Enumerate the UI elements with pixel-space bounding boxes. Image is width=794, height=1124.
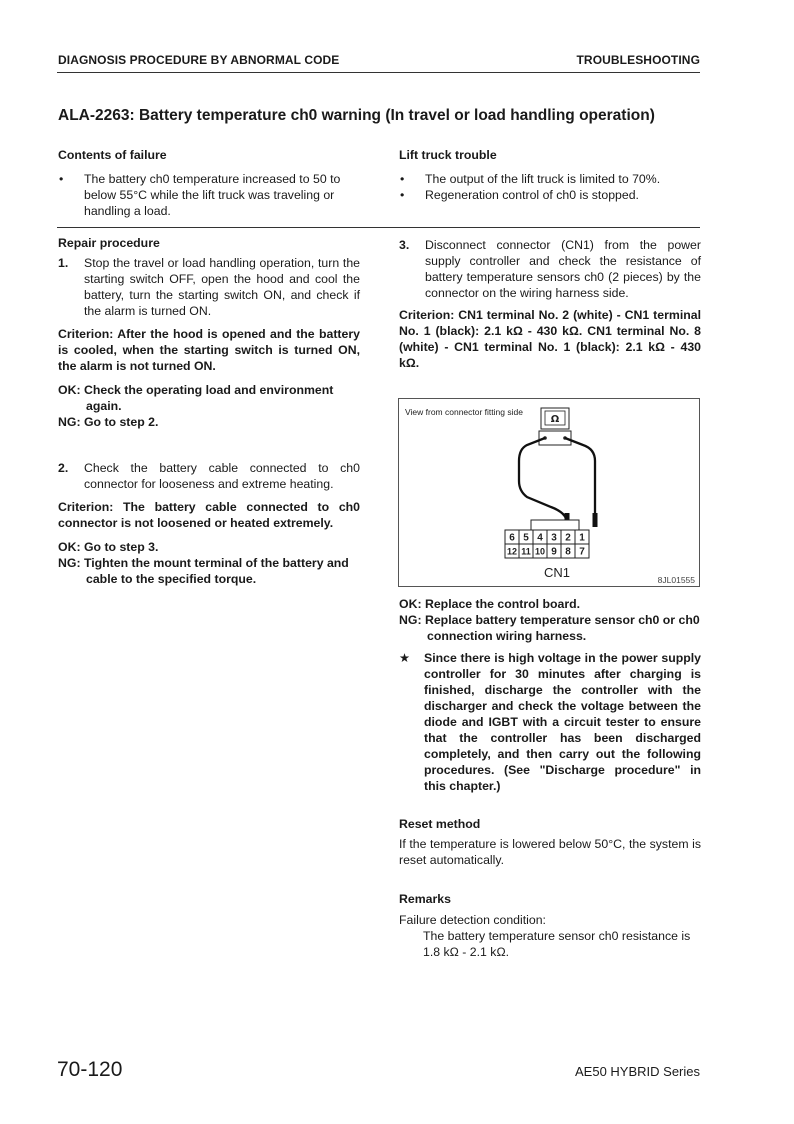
- repair-procedure-heading: Repair procedure: [58, 236, 160, 250]
- contents-of-failure-section: [58, 147, 360, 219]
- connector-pin-number: 5: [523, 532, 529, 544]
- section-rule: [57, 227, 700, 228]
- step-3: 3. Disconnect connector (CN1) from the power supply controller and check the resistance of battery temperature sensors ch0 (2 pieces) by the connector on the wiring harness side.: [399, 238, 701, 300]
- step-3-ok: OK: Replace the control board.: [399, 597, 581, 611]
- connector-cn1: [505, 530, 589, 558]
- repair-procedure-left: [58, 235, 360, 587]
- step-1-ok-ng: [58, 382, 360, 430]
- connector-pin-number: 10: [534, 546, 546, 557]
- connector-pin-number: 9: [551, 546, 557, 558]
- running-header-left: DIAGNOSIS PROCEDURE BY ABNORMAL CODE: [58, 53, 340, 67]
- connector-pin-number: 4: [537, 532, 543, 544]
- connector-pin-number: 1: [579, 532, 585, 544]
- running-header-right: TROUBLESHOOTING: [576, 53, 700, 67]
- reset-method-text: If the temperature is lowered below 50°C, the system is reset automatically.: [399, 837, 701, 867]
- step-2: 2. Check the battery cable connected to ch0 connector for looseness and extreme heating.: [58, 461, 360, 491]
- step-2-ok-ng: [58, 539, 360, 587]
- test-lead-left: [519, 438, 567, 527]
- contents-of-failure-heading: Contents of failure: [58, 148, 167, 162]
- connector-pin-number: 3: [551, 532, 557, 544]
- diagram-caption: View from connector fitting side: [405, 407, 523, 417]
- post-diagram-section: [399, 596, 701, 960]
- connector-pin-number: 11: [521, 546, 531, 557]
- connector-label: CN1: [543, 565, 571, 580]
- series-name: AE50 HYBRID Series: [575, 1064, 700, 1079]
- star-icon: ★: [399, 651, 411, 665]
- header-rule: [57, 72, 700, 73]
- caution-note: ★ Since there is high voltage in the power supply controller for 30 minutes after charging is finished, discharge the controller with the discharger and check the voltage between the diode and IGBT with a circuit tester to ensure that the controller has been discharged completely, and then carry out the following procedures. (See "Discharge procedure" in this chapter.): [399, 651, 701, 793]
- page-number: 70-120: [57, 1058, 123, 1081]
- step-2-criterion: Criterion: The battery cable connected to ch0 connector is not loosened or heated extremely.: [58, 500, 361, 530]
- lift-truck-trouble-heading: Lift truck trouble: [399, 148, 497, 162]
- remarks-line-1: Failure detection condition:: [399, 913, 546, 927]
- remarks-heading: Remarks: [399, 892, 451, 906]
- step-2-ng: NG: Tighten the mount terminal of the battery and cable to the specified torque.: [58, 556, 349, 586]
- connector-pin-number: 7: [579, 546, 585, 558]
- connector-diagram-svg: [399, 399, 699, 586]
- ohm-symbol: Ω: [550, 414, 560, 425]
- connector-pin-number: 12: [506, 546, 518, 557]
- connector-pin-number: 8: [565, 546, 571, 558]
- probe-right: [593, 513, 598, 527]
- figure-code: 8JL01555: [657, 575, 695, 585]
- step-3-ok-ng: [399, 596, 701, 644]
- step-3-criterion: Criterion: CN1 terminal No. 2 (white) - CN1 terminal No. 1 (black): 2.1 kΩ - 430 kΩ. CN1 terminal No. 8 (white) - CN1 terminal No. 1 (black): 2.1 kΩ - 430 kΩ.: [399, 308, 701, 370]
- connector-diagram: [398, 398, 700, 587]
- lift-truck-trouble-bullet: • Regeneration control of ch0 is stopped.: [400, 188, 639, 202]
- step-1-ok: OK: Check the operating load and environment again.: [58, 383, 334, 413]
- step-1-ng: NG: Go to step 2.: [58, 415, 159, 429]
- step-2-ok: OK: Go to step 3.: [58, 540, 159, 554]
- contents-of-failure-bullet: • The battery ch0 temperature increased to 50 to below 55°C while the lift truck was traveling or handling a load.: [59, 172, 341, 218]
- step-3-ng: NG: Replace battery temperature sensor ch0 or ch0 connection wiring harness.: [399, 613, 700, 643]
- connector-latch: [531, 520, 579, 530]
- remarks-line-2: The battery temperature sensor ch0 resistance is 1.8 kΩ - 2.1 kΩ.: [423, 929, 691, 959]
- step-1-criterion: Criterion: After the hood is opened and the battery is cooled, when the starting switch is turned ON, the alarm is not turned ON.: [58, 327, 360, 373]
- connector-pin-number: 6: [509, 532, 515, 544]
- repair-procedure-right: [399, 237, 701, 371]
- lift-truck-trouble-bullet: • The output of the lift truck is limited to 70%.: [400, 172, 661, 186]
- step-1: 1. Stop the travel or load handling operation, turn the starting switch OFF, open the hood and cool the battery, turn the starting switch ON, and check if the alarm is turned ON.: [58, 256, 360, 318]
- lift-truck-trouble-section: [399, 147, 701, 203]
- connector-pin-number: 2: [565, 532, 571, 544]
- page-title: ALA-2263: Battery temperature ch0 warning (In travel or load handling operation): [58, 107, 655, 124]
- reset-method-heading: Reset method: [399, 817, 481, 831]
